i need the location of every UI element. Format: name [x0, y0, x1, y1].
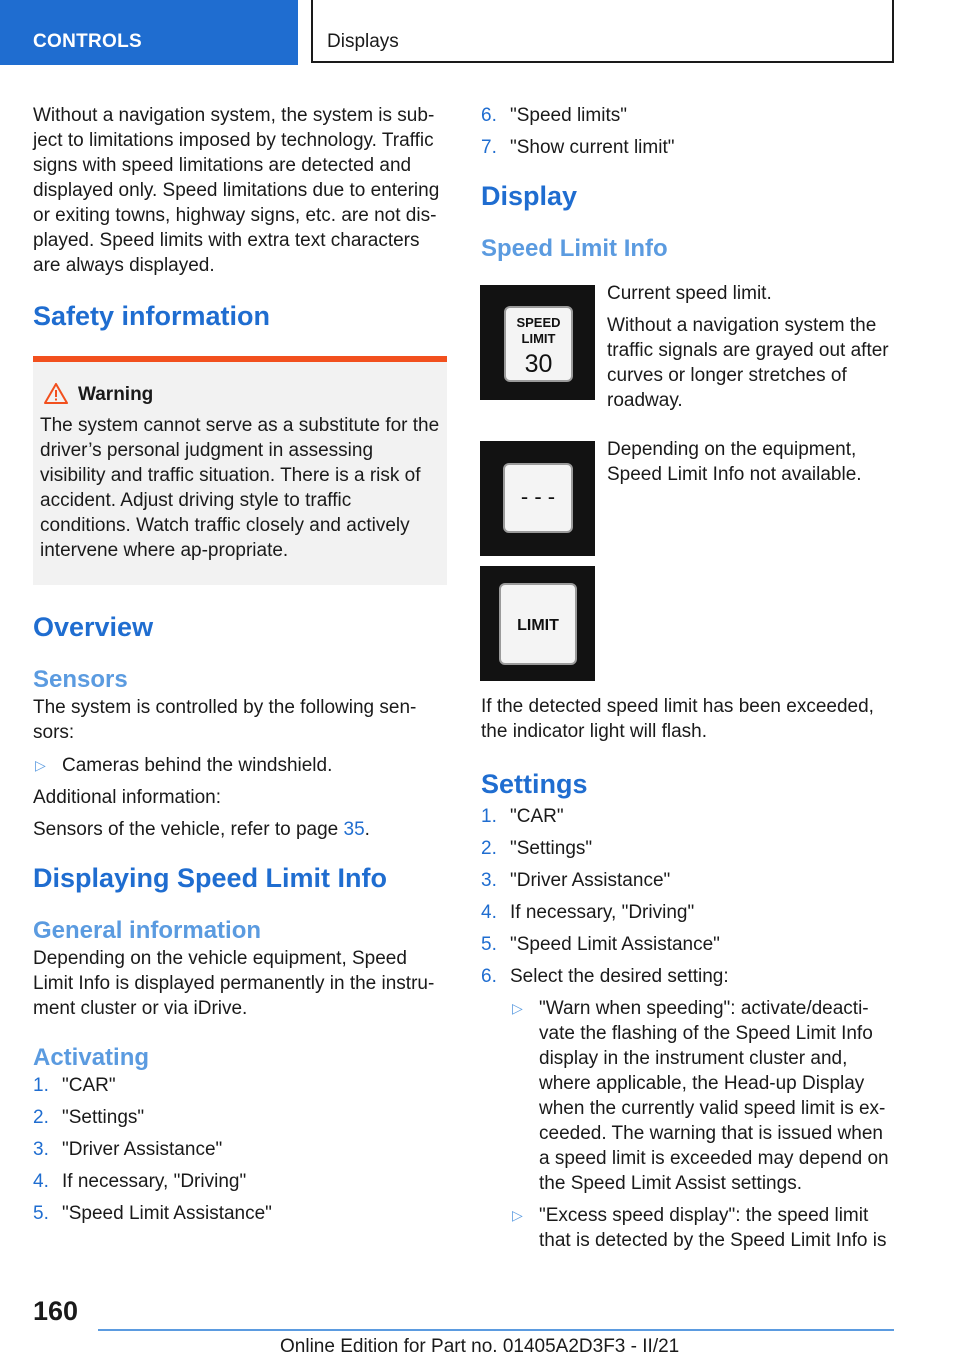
without-nav-text: Without a navigation system the traffic signals are grayed out after curves or longer stretches of roadway.: [607, 315, 889, 411]
right-lower-content: [481, 694, 896, 1260]
list-item: [481, 135, 896, 160]
page-link[interactable]: 35: [343, 819, 365, 840]
warning-triangle-icon: [44, 383, 68, 411]
step-text: "Show current limit": [510, 137, 675, 158]
list-item: [481, 868, 896, 893]
settings-heading: Settings: [481, 769, 588, 799]
sensors-reference: [33, 817, 447, 842]
not-available-text: Depending on the equipment, Speed Limit Info not available.: [607, 439, 862, 485]
intro-paragraph: Without a navigation system, the system is sub-ject to limitations imposed by technology. Traffic signs with speed limitations are detected and displayed only. Speed limitations due to entering or exiting towns, highway signs, etc. are not dis-played. Speed limits with extra text characters are always displayed.: [33, 105, 440, 276]
list-item: [33, 753, 447, 778]
warning-header: [40, 382, 440, 407]
step-text: "Speed Limit Assistance": [510, 934, 720, 955]
step-number: 3.: [33, 1139, 49, 1160]
step-text: "Driver Assistance": [62, 1139, 223, 1160]
section-label: CONTROLS: [33, 31, 143, 52]
step-number: 2.: [481, 838, 497, 859]
list-item: [510, 1203, 896, 1253]
step-number: 3.: [481, 870, 497, 891]
sensors-ref-prefix: Sensors of the vehicle, refer to page: [33, 819, 344, 840]
settings-sub-list: [481, 996, 896, 1253]
list-item: [481, 900, 896, 925]
bullet-triangle-icon: ▷: [35, 757, 46, 773]
overview-heading: Overview: [33, 612, 154, 642]
displaying-heading: Displaying Speed Limit Info: [33, 863, 388, 893]
list-item: [33, 1169, 447, 1194]
limit-indicator-image: [480, 566, 595, 681]
activating-list: [33, 1073, 447, 1226]
step-number: 7.: [481, 137, 497, 158]
safety-heading: Safety information: [33, 301, 271, 331]
sign-line-1: SPEED: [516, 315, 561, 330]
additional-info: Additional information:: [33, 787, 221, 808]
step-number: 2.: [33, 1107, 49, 1128]
sign-dashes: - - -: [520, 484, 556, 509]
sensors-ref-suffix: .: [364, 819, 370, 840]
list-item: [33, 1105, 447, 1130]
sign1-description: [607, 281, 895, 413]
general-info-heading: General information: [33, 917, 262, 944]
bullet-triangle-icon: ▷: [512, 1207, 523, 1223]
chapter-title-box: [311, 0, 894, 63]
sensors-text: The system is controlled by the following sen-sors:: [33, 697, 417, 743]
list-item: [481, 932, 896, 957]
speed-limit-unavailable-image: [480, 441, 595, 556]
setting-bullet-text: "Excess speed display": the speed limit that is detected by the Speed Limit Info is: [539, 1205, 887, 1251]
step-text: If necessary, "Driving": [62, 1171, 247, 1192]
current-speed-limit-text: Current speed limit.: [607, 283, 772, 304]
list-item: [481, 836, 896, 861]
step-text: "CAR": [62, 1075, 116, 1096]
footer-divider: [98, 1329, 894, 1331]
sign-limit-text: LIMIT: [517, 617, 559, 634]
step-text: "Settings": [62, 1107, 145, 1128]
list-item: [33, 1073, 447, 1098]
speed-limit-sign-image: [480, 285, 595, 400]
setting-bullet-text: "Warn when speeding": activate/deacti-vate the flashing of the Speed Limit Info display in the instrument cluster and, where applicable, the Head-up Display when the currently valid speed limit is ex-ceeded. The warning that is issued when a speed limit is exceeded may depend on the Speed Limit Assist settings.: [539, 998, 889, 1194]
list-item: [481, 103, 896, 128]
step-text: If necessary, "Driving": [510, 902, 695, 923]
speed-limit-info-heading: Speed Limit Info: [481, 235, 668, 262]
activating-heading: Activating: [33, 1044, 150, 1071]
list-item: [33, 1201, 447, 1226]
bullet-triangle-icon: ▷: [512, 1000, 523, 1016]
step-number: 4.: [33, 1171, 49, 1192]
step-number: 6.: [481, 966, 497, 987]
page-number: 160: [33, 1296, 79, 1326]
step-text: "Speed Limit Assistance": [62, 1203, 272, 1224]
left-column: [33, 103, 447, 1233]
right-column: [481, 103, 896, 264]
sensors-heading: Sensors: [33, 666, 128, 693]
step-number: 4.: [481, 902, 497, 923]
list-item: [510, 996, 896, 1196]
section-tab: [0, 0, 298, 65]
warning-text: The system cannot serve as a substitute for the driver’s personal judgment in assessing visibility and traffic situation. There is a risk of accident. Adjust driving style to traffic conditions. Watch traffic closely and actively intervene where ap-propriate.: [40, 415, 440, 561]
step-text: Select the desired setting:: [510, 966, 729, 987]
step-number: 1.: [481, 806, 497, 827]
list-item: [33, 1137, 447, 1162]
display-heading: Display: [481, 181, 578, 211]
step-number: 5.: [33, 1203, 49, 1224]
step-text: "Driver Assistance": [510, 870, 671, 891]
chapter-title: Displays: [327, 31, 399, 52]
settings-list: [481, 804, 896, 1253]
sensors-bullet: Cameras behind the windshield.: [62, 755, 333, 776]
step-number: 6.: [481, 105, 497, 126]
sign-line-3: 30: [524, 350, 553, 378]
warning-title: Warning: [78, 384, 154, 405]
step-text: "Speed limits": [510, 105, 627, 126]
list-item: [481, 804, 896, 829]
exceeded-text: If the detected speed limit has been exceeded, the indicator light will flash.: [481, 696, 874, 742]
edition-text: Online Edition for Part no. 01405A2D3F3 - II/21: [280, 1336, 680, 1357]
warning-box: [33, 356, 447, 585]
step-number: 1.: [33, 1075, 49, 1096]
step-text: "CAR": [510, 806, 564, 827]
general-info-text: Depending on the vehicle equipment, Speed Limit Info is displayed permanently in the instru-ment cluster or via iDrive.: [33, 948, 435, 1019]
sign2-description: [607, 437, 895, 487]
sign-line-2: LIMIT: [521, 331, 556, 346]
step-number: 5.: [481, 934, 497, 955]
step-text: "Settings": [510, 838, 593, 859]
list-item: [481, 964, 896, 989]
